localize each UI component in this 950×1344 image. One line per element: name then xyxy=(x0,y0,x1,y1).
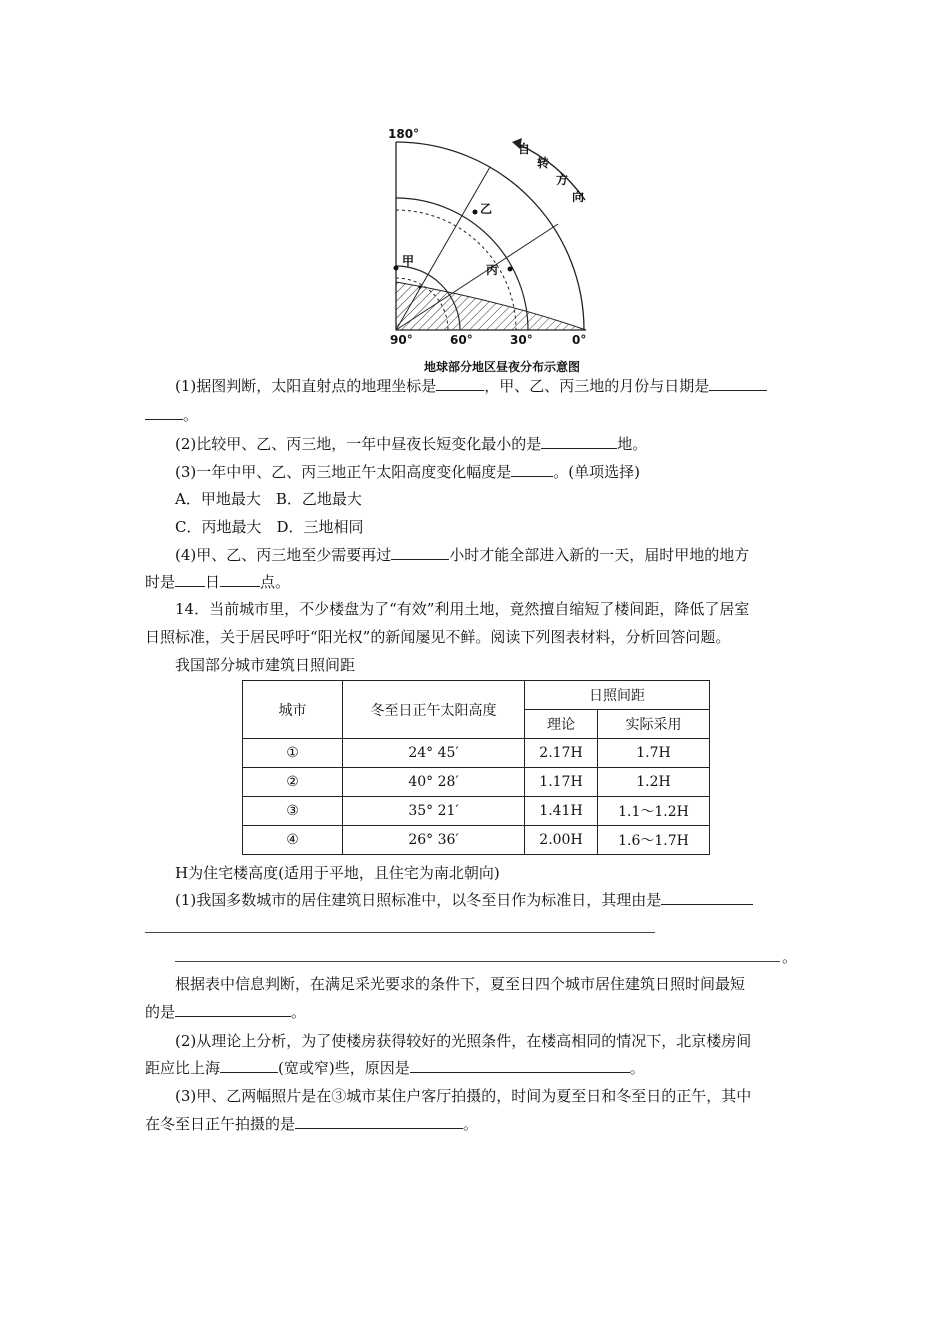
q13-part2: (2)比较甲、乙、丙三地，一年中昼夜长短变化最小的是 地。 xyxy=(175,435,648,453)
q14-sub3-line2: 在冬至日正午拍摄的是 。 xyxy=(145,1115,479,1133)
table-row xyxy=(243,739,710,768)
cell-altitude: 26° 36′ xyxy=(343,826,525,855)
cell-altitude: 24° 45′ xyxy=(343,739,525,768)
answer-blank[interactable] xyxy=(295,1113,463,1129)
cell-city: ① xyxy=(243,739,343,768)
answer-blank[interactable] xyxy=(541,433,617,449)
q14-sub2-line2: 距应比上海 (宽或窄)些，原因是 。 xyxy=(145,1059,645,1077)
label-0: 0° xyxy=(572,333,587,347)
cell-city: ② xyxy=(243,768,343,797)
cell-altitude: 35° 21′ xyxy=(343,797,525,826)
place-yi-label: 乙 xyxy=(480,202,493,216)
label-30: 30° xyxy=(510,333,533,347)
night-area xyxy=(396,282,586,330)
answer-blank[interactable] xyxy=(511,461,553,477)
rotation-char: 转 xyxy=(537,156,550,170)
q13-part4-line2: 时是 日 点。 xyxy=(145,573,291,591)
answer-blank[interactable] xyxy=(220,571,260,587)
day-night-figure xyxy=(380,122,610,377)
cell-actual: 1.2H xyxy=(598,768,710,797)
table-row xyxy=(243,797,710,826)
place-yi-dot xyxy=(473,210,478,215)
table-title: 我国部分城市建筑日照间距 xyxy=(175,656,356,674)
q13-part4-line1: (4)甲、乙、丙三地至少需要再过 小时才能全部进入新的一天，届时甲地的地方 xyxy=(175,546,750,564)
header-altitude: 冬至日正午太阳高度 xyxy=(343,681,525,739)
figure-caption: 地球部分地区昼夜分布示意图 xyxy=(423,360,580,374)
answer-line[interactable] xyxy=(145,932,655,933)
cell-theory: 2.17H xyxy=(525,739,598,768)
answer-blank[interactable] xyxy=(436,375,484,391)
answer-blank[interactable] xyxy=(175,571,205,587)
label-180: 180° xyxy=(388,127,420,141)
table-note: H为住宅楼高度(适用于平地，且住宅为南北朝向) xyxy=(175,864,500,882)
q14-sub2-line1: (2)从理论上分析，为了使楼房获得较好的光照条件，在楼高相同的情况下，北京楼房间 xyxy=(175,1032,752,1050)
answer-blank[interactable] xyxy=(175,1001,291,1017)
q14-intro-line2: 日照标准，关于居民呼吁“阳光权”的新闻屡见不鲜。阅读下列图表材料，分析回答问题。 xyxy=(145,628,731,646)
cell-theory: 1.41H xyxy=(525,797,598,826)
cell-city: ③ xyxy=(243,797,343,826)
label-90: 90° xyxy=(390,333,413,347)
cell-actual: 1.6～1.7H xyxy=(598,826,710,855)
rotation-char: 方 xyxy=(556,173,569,187)
q13-options-cd: C．丙地最大 D．三地相同 xyxy=(175,518,364,536)
q14-sub1b-line1: 根据表中信息判断，在满足采光要求的条件下，夏至日四个城市居住建筑日照时间最短 xyxy=(175,975,746,993)
rotation-char: 自 xyxy=(518,142,531,156)
header-city: 城市 xyxy=(243,681,343,739)
cell-actual: 1.7H xyxy=(598,739,710,768)
place-bing-dot xyxy=(508,267,513,272)
place-jia-dot xyxy=(394,266,399,271)
cell-actual: 1.1～1.2H xyxy=(598,797,710,826)
q13-part1-line2: 。 xyxy=(145,404,198,426)
q14-sub3-line1: (3)甲、乙两幅照片是在③城市某住户客厅拍摄的，时间为夏至日和冬至日的正午，其中 xyxy=(175,1087,752,1105)
q14-sub1b-line2: 的是 。 xyxy=(145,1003,307,1021)
answer-blank[interactable] xyxy=(709,375,767,391)
answer-line[interactable] xyxy=(175,961,780,962)
table-header-row xyxy=(243,681,710,710)
header-spacing: 日照间距 xyxy=(525,681,710,710)
cell-theory: 1.17H xyxy=(525,768,598,797)
answer-blank[interactable] xyxy=(391,544,449,560)
header-theory: 理论 xyxy=(525,710,598,739)
place-bing-label: 丙 xyxy=(486,263,499,277)
answer-blank[interactable] xyxy=(220,1057,278,1073)
q13-options-ab: A．甲地最大 B．乙地最大 xyxy=(175,490,362,508)
q14-intro-line1: 14．当前城市里，不少楼盘为了“有效”利用土地，竟然擅自缩短了楼间距，降低了居室 xyxy=(175,600,750,618)
table-row xyxy=(243,768,710,797)
q13-part1-line1: (1)据图判断，太阳直射点的地理坐标是 ，甲、乙、丙三地的月份与日期是 xyxy=(175,375,767,397)
sunlight-spacing-table xyxy=(242,680,710,855)
answer-blank[interactable] xyxy=(145,404,183,420)
answer-blank[interactable] xyxy=(661,889,753,905)
rotation-char: 向 xyxy=(572,190,585,204)
label-60: 60° xyxy=(450,333,473,347)
table-row xyxy=(243,826,710,855)
header-actual: 实际采用 xyxy=(598,710,710,739)
cell-theory: 2.00H xyxy=(525,826,598,855)
small-dot xyxy=(418,285,421,288)
place-jia-label: 甲 xyxy=(402,254,415,268)
cell-altitude: 40° 28′ xyxy=(343,768,525,797)
answer-line-end: 。 xyxy=(782,948,798,966)
cell-city: ④ xyxy=(243,826,343,855)
q14-sub1: (1)我国多数城市的居住建筑日照标准中，以冬至日作为标准日，其理由是 xyxy=(175,889,753,911)
q13-part3: (3)一年中甲、乙、丙三地正午太阳高度变化幅度是 。(单项选择) xyxy=(175,463,640,481)
answer-blank[interactable] xyxy=(410,1057,630,1073)
